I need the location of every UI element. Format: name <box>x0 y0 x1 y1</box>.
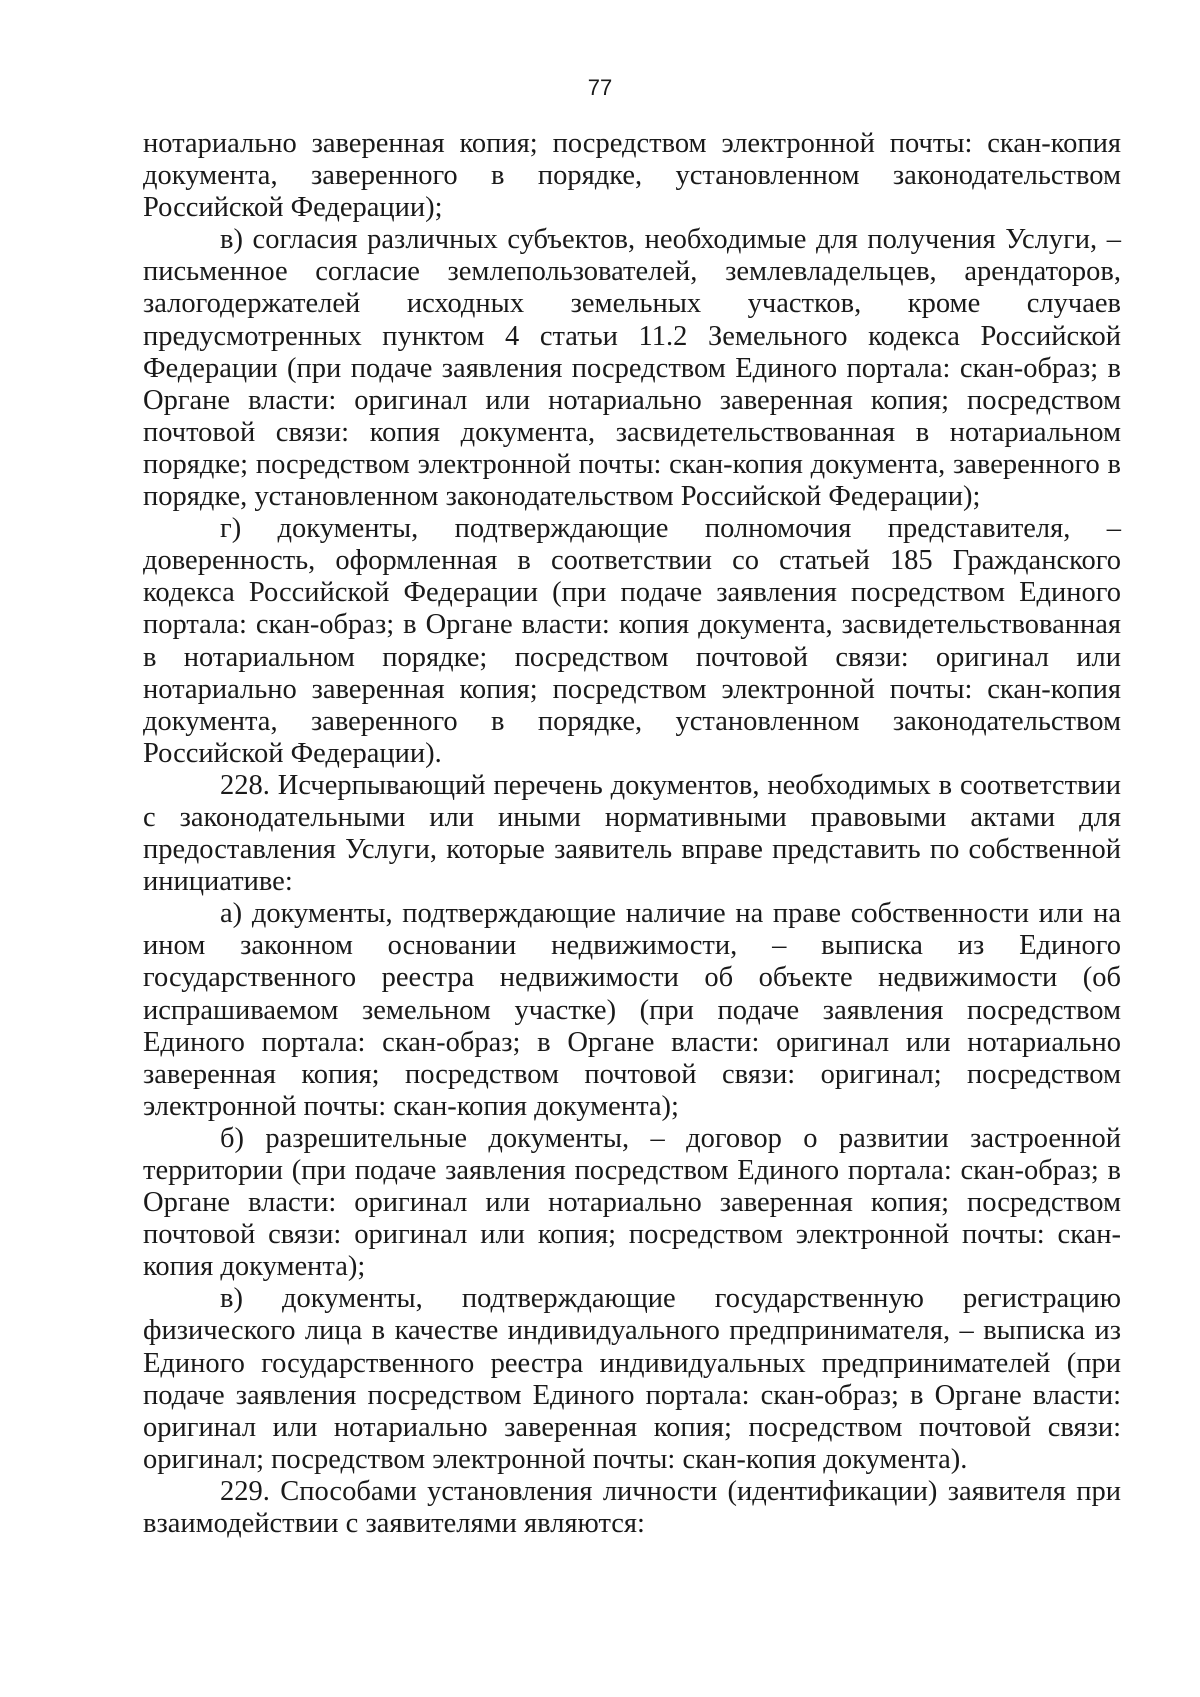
paragraph-228: 228. Исчерпывающий перечень документов, необходимых в соответствии с законодательными или иными нормативными правовыми актами для предоставления Услуги, которые заявитель вправе представить по собственной инициативе: <box>143 769 1121 898</box>
paragraph-item-v: в) согласия различных субъектов, необходимые для получения Услуги, – письменное согласие землепользователей, землевладельцев, арендаторов, залогодержателей исходных земельных участков, кроме случаев предусмотренных пунктом 4 статьи 11.2 Земельного кодекса Российской Федерации (при подаче заявления посредством Единого портала: скан-образ; в Органе власти: оригинал или нотариально заверенная копия; посредством почтовой связи: копия документа, засвидетельствованная в нотариальном порядке; посредством электронной почты: скан-копия документа, заверенного в порядке, установленном законодательством Российской Федерации); <box>143 224 1121 513</box>
page-number: 77 <box>587 75 613 100</box>
paragraph-continuation: нотариально заверенная копия; посредством электронной почты: скан-копия документа, заверенного в порядке, установленном законодательством Российской Федерации); <box>143 128 1121 224</box>
paragraph-item-v-2: в) документы, подтверждающие государственную регистрацию физического лица в качестве индивидуального предпринимателя, – выписка из Единого государственного реестра индивидуальных предпринимателей (при подаче заявления посредством Единого портала: скан-образ; в Органе власти: оригинал или нотариально заверенная копия; посредством почтовой связи: оригинал; посредством электронной почты: скан-копия документа). <box>143 1283 1121 1475</box>
paragraph-item-b: б) разрешительные документы, – договор о развитии застроенной территории (при подаче заявления посредством Единого портала: скан-образ; в Органе власти: оригинал или нотариально заверенная копия; посредством почтовой связи: оригинал или копия; посредством электронной почты: скан-копия документа); <box>143 1122 1121 1283</box>
paragraph-item-g: г) документы, подтверждающие полномочия представителя, – доверенность, оформленная в соответствии со статьей 185 Гражданского кодекса Российской Федерации (при подаче заявления посредством Единого портала: скан-образ; в Органе власти: копия документа, засвидетельствованная в нотариальном порядке; посредством почтовой связи: оригинал или нотариально заверенная копия; посредством электронной почты: скан-копия документа, заверенного в порядке, установленном законодательством Российской Федерации). <box>143 513 1121 769</box>
paragraph-item-a: а) документы, подтверждающие наличие на праве собственности или на ином законном основании недвижимости, – выписка из Единого государственного реестра недвижимости об объекте недвижимости (об испрашиваемом земельном участке) (при подаче заявления посредством Единого портала: скан-образ; в Органе власти: оригинал или нотариально заверенная копия; посредством почтовой связи: оригинал; посредством электронной почты: скан-копия документа); <box>143 898 1121 1122</box>
document-body <box>143 128 1121 1540</box>
paragraph-229: 229. Способами установления личности (идентификации) заявителя при взаимодействии с заявителями являются: <box>143 1475 1121 1540</box>
